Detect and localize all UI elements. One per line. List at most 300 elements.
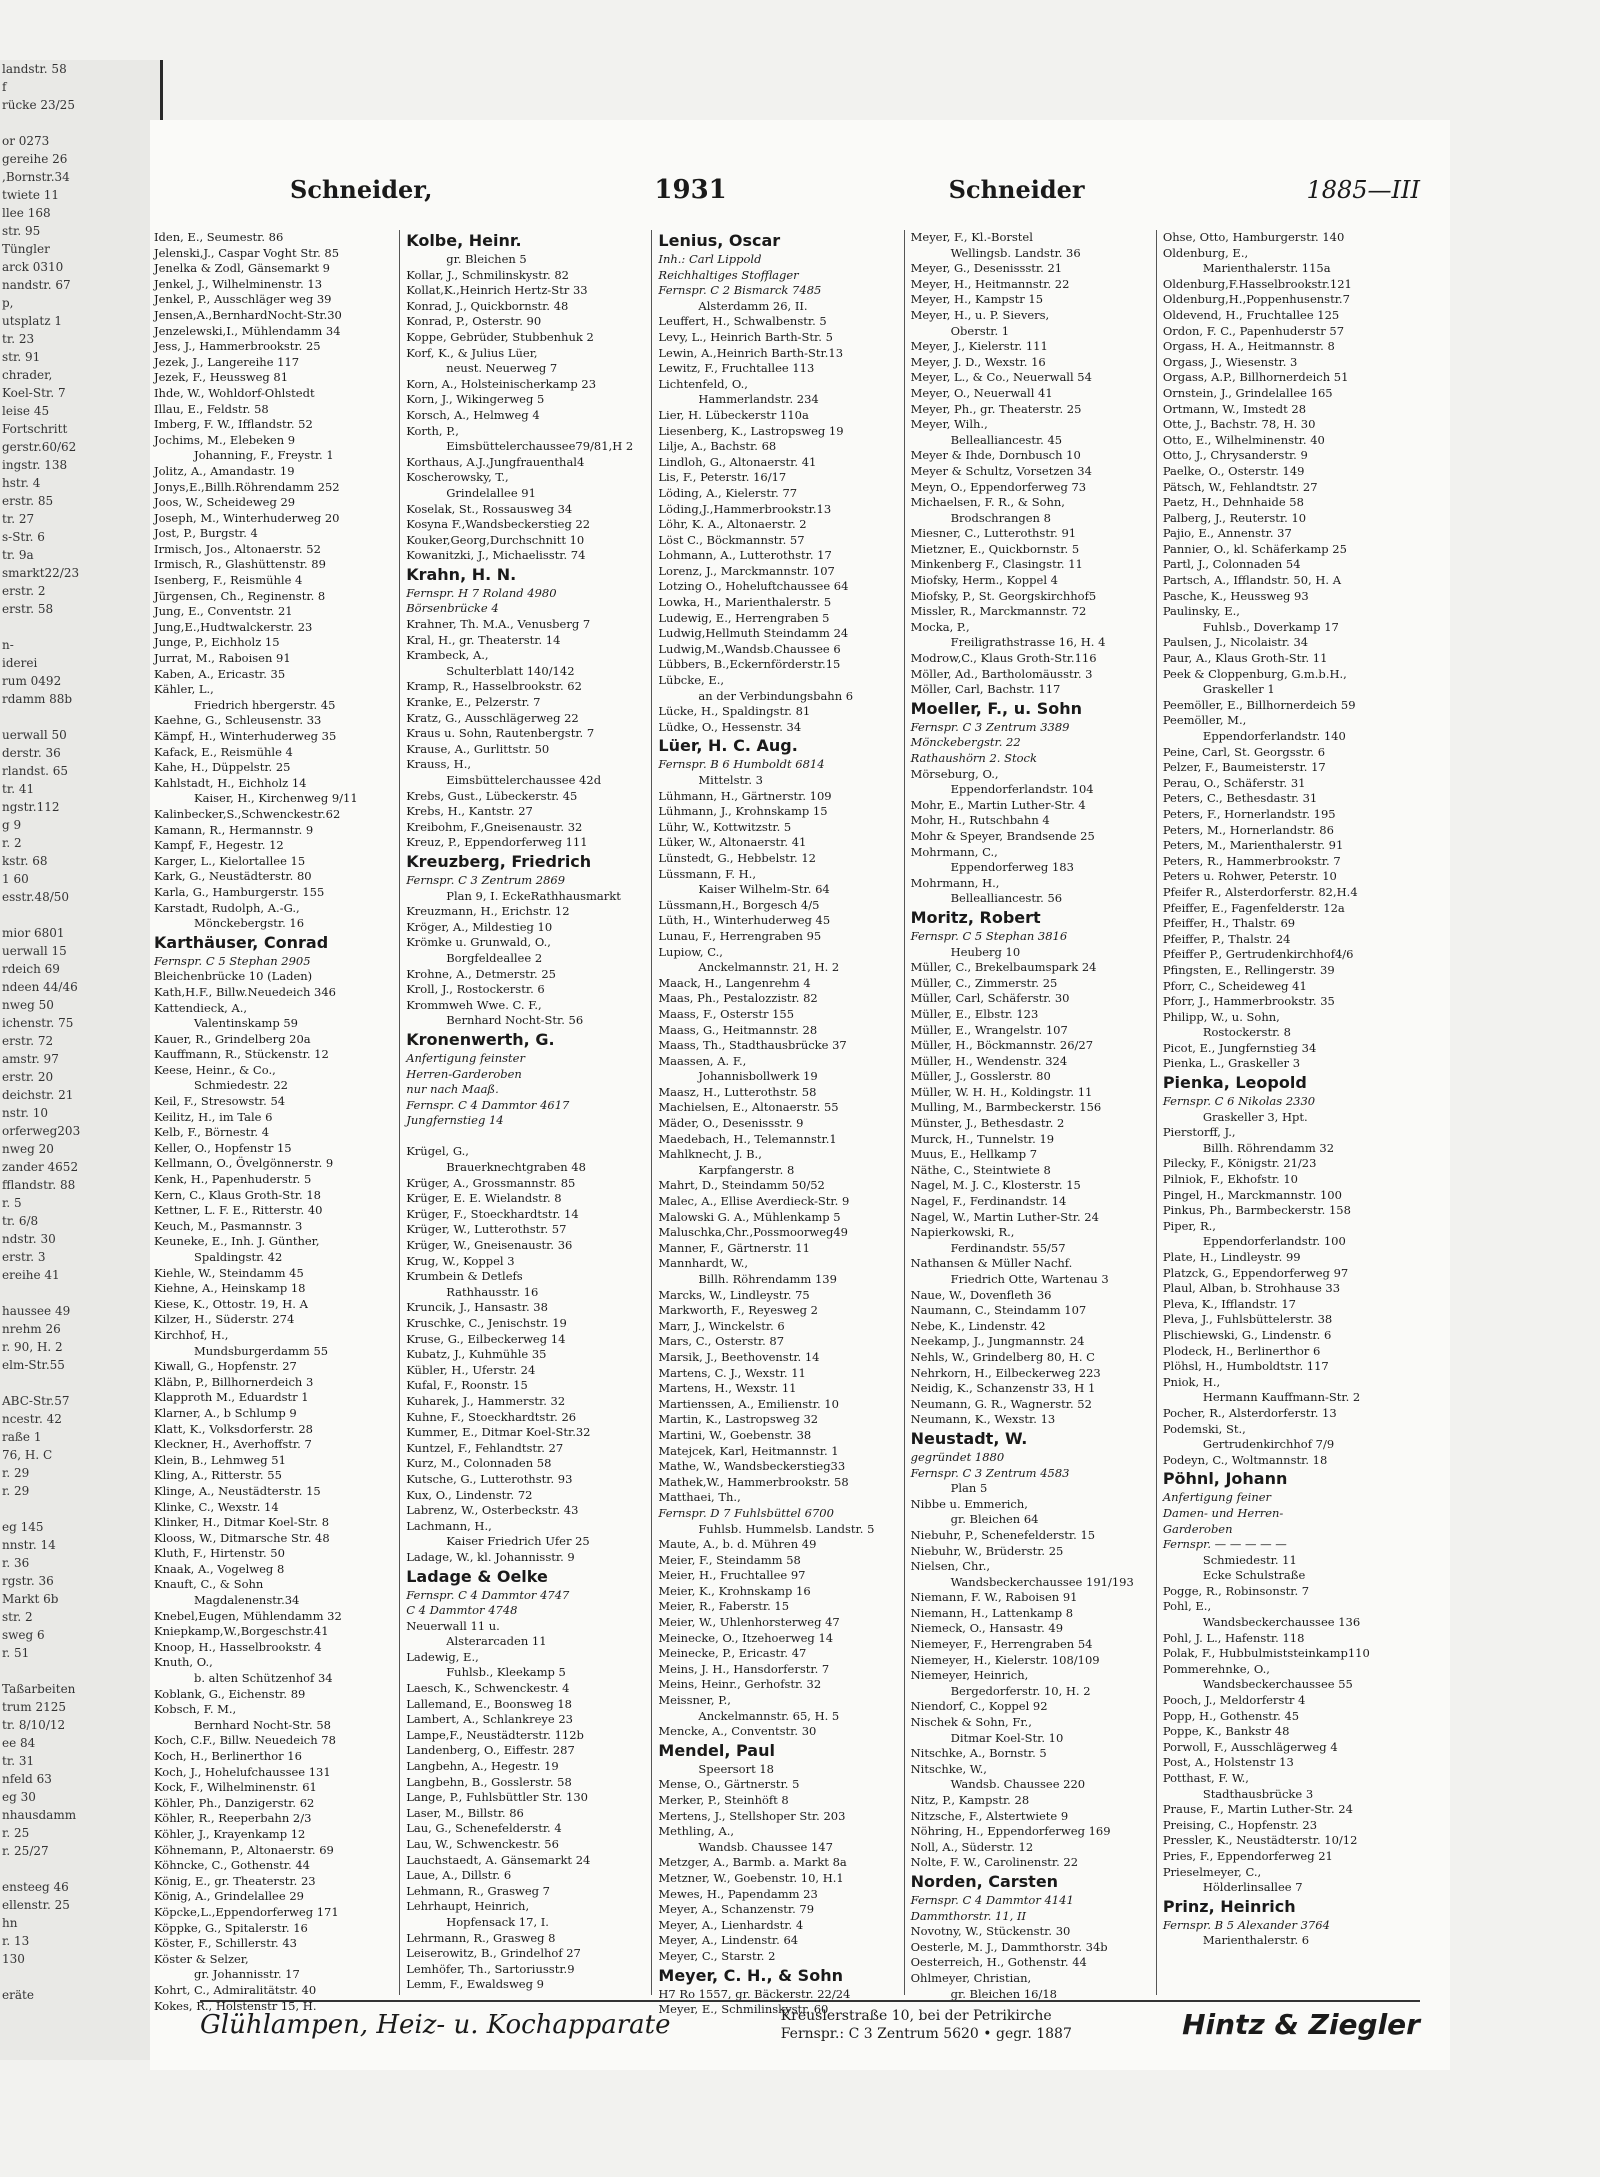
directory-entry: Landenberg, O., Eiffestr. 287: [406, 1743, 575, 1758]
directory-entry: Paur, A., Klaus Groth-Str. 11: [1162, 651, 1328, 666]
directory-entry: Nebe, K., Lindenstr. 42: [910, 1318, 1046, 1333]
directory-entry: Metzger, A., Barmb. a. Markt 8a: [658, 1855, 847, 1870]
directory-entry: Mittelstr. 3: [698, 773, 763, 787]
directory-entry: Kläbn, P., Billhornerdeich 3: [154, 1374, 314, 1389]
directory-entry: Pforr, C., Scheideweg 41: [1162, 978, 1307, 993]
directory-entry: Mewes, H., Papendamm 23: [658, 1886, 818, 1901]
directory-entry: Meyer, H., Heitmannstr. 22: [910, 276, 1070, 291]
directory-entry: Peters, M., Marienthalerstr. 91: [1162, 838, 1344, 853]
business-detail: Inh.: Carl Lippold: [658, 252, 762, 266]
directory-entry: Pfeiffer P., Gertrudenkirchhof4/6: [1162, 947, 1354, 962]
directory-entry: Maluschka,Chr.,Possmoorweg49: [658, 1225, 848, 1240]
directory-entry: Jung, E., Conventstr. 21: [154, 604, 293, 619]
directory-entry: gr. Bleichen 64: [950, 1512, 1039, 1527]
directory-entry: Niemeyer, Heinrich,: [910, 1668, 1029, 1683]
directory-entry: Mörseburg, O.,: [910, 766, 999, 781]
directory-entry: Alsterarcaden 11: [446, 1634, 547, 1649]
directory-entry: Mulling, M., Barmbeckerstr. 156: [910, 1100, 1102, 1115]
business-detail: Fernspr. C 3 Zentrum 3389: [910, 719, 1070, 734]
directory-entry: Lachmann, H.,: [406, 1518, 492, 1533]
directory-entry: Kämpf, H., Winterhuderweg 35: [154, 729, 337, 743]
directory-entry: Kleckner, H., Averhoffstr. 7: [154, 1437, 312, 1452]
directory-entry: Meyer, A., Schanzenstr. 79: [658, 1902, 815, 1917]
directory-entry: Lichtenfeld, O.,: [658, 376, 748, 391]
directory-entry: Müller, J., Gosslerstr. 80: [910, 1069, 1051, 1084]
business-heading: Krahn, H. N.: [406, 564, 517, 584]
business-detail: Fernspr. C 4 Dammtor 4747: [406, 1587, 570, 1602]
adjacent-page-line: r. 5: [2, 1196, 22, 1210]
directory-entry: Jenzelewski,I., Mühlendamm 34: [154, 323, 341, 338]
directory-entry: Mahrt, D., Steindamm 50/52: [658, 1178, 825, 1193]
business-detail: Rathaushörn 2. Stock: [910, 751, 1037, 765]
directory-entry: Klinge, A., Neustädterstr. 15: [154, 1483, 321, 1498]
directory-entry: Lampe,F., Neustädterstr. 112b: [406, 1727, 584, 1742]
directory-entry: Lüssmann, F. H.,: [658, 866, 756, 881]
directory-entry: Meyer, A., Lienhardstr. 4: [658, 1917, 804, 1932]
adjacent-page-line: r. 2: [2, 836, 22, 850]
directory-entry: Ornstein, J., Grindelallee 165: [1162, 385, 1333, 400]
directory-entry: Minkenberg F., Clasingstr. 11: [910, 557, 1083, 572]
directory-entry: Kratz, G., Ausschlägerweg 22: [406, 710, 579, 725]
business-detail: gegründet 1880: [910, 1449, 1005, 1464]
directory-entry: Meyer, H., Kampstr 15: [910, 292, 1044, 307]
directory-column-1: [148, 230, 399, 2013]
directory-entry: Jensen,A.,BernhardNocht-Str.30: [154, 307, 342, 322]
directory-entry: Keuch, M., Pasmannstr. 3: [154, 1218, 303, 1233]
page-number: 1885—III: [1306, 176, 1420, 204]
directory-entry: Nöhring, H., Eppendorferweg 169: [910, 1824, 1111, 1839]
business-heading: Karthäuser, Conrad: [154, 932, 329, 952]
directory-entry: Muus, E., Hellkamp 7: [910, 1147, 1038, 1162]
directory-entry: Kauer, R., Grindelberg 20a: [154, 1031, 311, 1046]
adjacent-page-line: esstr.48/50: [2, 890, 70, 904]
directory-entry: Niemeck, O., Hansastr. 49: [910, 1621, 1064, 1636]
directory-entry: Otto, E., Wilhelminenstr. 40: [1162, 432, 1325, 447]
directory-entry: Martienssen, A., Emilienstr. 10: [658, 1396, 839, 1411]
directory-entry: Brodschrangen 8: [950, 510, 1051, 525]
directory-entry: Paulsen, J., Nicolaistr. 34: [1162, 635, 1309, 650]
page-header: [290, 175, 1420, 215]
directory-entry: Krügel, G.,: [406, 1144, 469, 1159]
directory-entry: Noll, A., Süderstr. 12: [910, 1839, 1034, 1854]
adjacent-page-line: ABC-Str.57: [2, 1394, 70, 1408]
directory-entry: Kreuz, P., Eppendorferweg 111: [406, 835, 588, 850]
adjacent-page-line: sweg 6: [2, 1628, 45, 1642]
directory-entry: Missler, R., Marckmannstr. 72: [910, 604, 1087, 619]
directory-entry: Friedrich hbergerstr. 45: [194, 697, 336, 712]
directory-entry: Knoop, H., Hasselbrookstr. 4: [154, 1639, 322, 1654]
directory-entry: Keuneke, E., Inh. J. Günther,: [154, 1234, 320, 1249]
directory-entry: Ecke Schulstraße: [1202, 1568, 1306, 1583]
directory-entry: Johannisbollwerk 19: [698, 1069, 818, 1084]
directory-entry: Pfeiffer, P., Thalstr. 24: [1162, 931, 1291, 946]
directory-entry: Naumann, C., Steindamm 107: [910, 1303, 1087, 1318]
directory-entry: Kramp, R., Hasselbrookstr. 62: [406, 679, 582, 694]
adjacent-page-line: r. 29: [2, 1466, 30, 1480]
directory-entry: Potthast, F. W.,: [1162, 1771, 1249, 1785]
directory-entry: Philipp, W., u. Sohn,: [1162, 1009, 1280, 1024]
directory-entry: Nagel, F., Ferdinandstr. 14: [910, 1194, 1067, 1209]
directory-entry: Müller, E., Elbstr. 123: [910, 1006, 1039, 1021]
directory-entry: Lübcke, E.,: [658, 673, 725, 688]
adjacent-page-line: rgstr. 36: [2, 1574, 54, 1588]
advertisement-footer: [200, 2000, 1420, 2047]
directory-entry: Pleva, K., Ifflandstr. 17: [1162, 1296, 1296, 1311]
directory-entry: Manner, F., Gärtnerstr. 11: [658, 1240, 810, 1255]
directory-entry: Kutsche, G., Lutterothstr. 93: [406, 1471, 573, 1486]
directory-entry: Löhr, K. A., Altonaerstr. 2: [658, 517, 807, 532]
directory-entry: Meissner, P.,: [658, 1693, 731, 1708]
adjacent-page-line: nnstr. 14: [2, 1538, 56, 1552]
directory-entry: Kaben, A., Ericastr. 35: [154, 666, 286, 681]
directory-entry: Porwoll, F., Ausschlägerweg 4: [1162, 1739, 1338, 1754]
adjacent-page-line: raße 1: [2, 1430, 42, 1444]
directory-entry: Lindloh, G., Altonaerstr. 41: [658, 454, 817, 469]
directory-entry: Neuerwall 11 u.: [406, 1618, 500, 1633]
directory-entry: Klein, B., Lehmweg 51: [154, 1452, 286, 1467]
directory-entry: Perau, O., Schäferstr. 31: [1162, 775, 1306, 790]
adjacent-page-line: deichstr. 21: [2, 1088, 74, 1102]
directory-entry: Otte, J., Bachstr. 78, H. 30: [1162, 417, 1316, 432]
directory-entry: Partl, J., Colonnaden 54: [1162, 557, 1301, 572]
directory-entry: Karpfangerstr. 8: [698, 1162, 795, 1177]
directory-entry: Pfeiffer, E., Fagenfelderstr. 12a: [1162, 900, 1345, 915]
directory-entry: Jochims, M., Elebeken 9: [154, 432, 296, 447]
directory-entry: Meier, H., Fruchtallee 97: [658, 1568, 806, 1583]
adjacent-page-line: Tüngler: [2, 242, 50, 256]
directory-entry: Bergedorferstr. 10, H. 2: [950, 1683, 1091, 1698]
adjacent-page-line: eg 145: [2, 1520, 44, 1534]
directory-entry: Meins, J. H., Hansdorferstr. 7: [658, 1661, 830, 1676]
directory-entry: Müller, H., Wendenstr. 324: [910, 1053, 1068, 1068]
directory-entry: Keese, Heinr., & Co.,: [154, 1062, 276, 1077]
directory-entry: Kaiser Friedrich Ufer 25: [446, 1534, 590, 1549]
ad-address: [781, 2007, 1072, 2043]
directory-entry: Koch, C.F., Billw. Neuedeich 78: [154, 1733, 336, 1748]
directory-entry: Ludwig,M.,Wandsb.Chaussee 6: [658, 641, 841, 656]
directory-entry: Pommerehnke, O.,: [1162, 1661, 1270, 1676]
directory-entry: Laue, A., Dillstr. 6: [406, 1868, 512, 1883]
directory-entry: Meyer, G., Desenissstr. 21: [910, 261, 1063, 276]
directory-entry: Plaul, Alban, b. Strohhause 33: [1162, 1281, 1341, 1296]
adjacent-page-line: erstr. 2: [2, 584, 46, 598]
directory-entry: Maute, A., b. d. Mühren 49: [658, 1537, 817, 1552]
adjacent-page-line: nfeld 63: [2, 1772, 52, 1786]
directory-entry: Kufal, F., Roonstr. 15: [406, 1378, 528, 1393]
adjacent-page-line: tr. 8/10/12: [2, 1718, 66, 1732]
adjacent-page-line: uerwall 50: [2, 728, 67, 742]
directory-entry: Kobsch, F. M.,: [154, 1702, 237, 1717]
directory-entry: Podemski, St.,: [1162, 1421, 1246, 1436]
directory-entry: Podeyn, C., Woltmannstr. 18: [1162, 1452, 1328, 1467]
directory-entry: Pelzer, F., Baumeisterstr. 17: [1162, 760, 1326, 775]
business-detail: Dammthorstr. 11, II: [910, 1908, 1027, 1923]
directory-entry: Lüth, H., Winterhuderweg 45: [658, 913, 831, 928]
directory-entry: Meier, W., Uhlenhorsterweg 47: [658, 1615, 840, 1630]
directory-entry: Krüger, E. E. Wielandstr. 8: [406, 1191, 562, 1206]
directory-entry: Pfingsten, E., Rellingerstr. 39: [1162, 962, 1335, 977]
business-heading: Moritz, Robert: [910, 907, 1041, 927]
business-detail: Garderoben: [1162, 1521, 1233, 1536]
adjacent-page-line: str. 2: [2, 1610, 33, 1624]
directory-entry: Kern, C., Klaus Groth-Str. 18: [154, 1187, 321, 1202]
directory-entry: Wandsbeckerchaussee 55: [1202, 1677, 1353, 1692]
directory-entry: Niebuhr, W., Brüderstr. 25: [910, 1543, 1064, 1558]
directory-entry: Köhler, Ph., Danzigerstr. 62: [154, 1795, 315, 1810]
business-detail: Fernspr. C 4 Dammtor 4141: [910, 1892, 1074, 1907]
directory-entry: Paetz, H., Dehnhaide 58: [1162, 495, 1304, 510]
directory-entry: Kenk, H., Papenhuderstr. 5: [154, 1172, 312, 1187]
adjacent-page-line: 1 60: [2, 872, 29, 886]
adjacent-page-line: r. 29: [2, 1484, 30, 1498]
directory-entry: Mohrmann, H.,: [910, 875, 1000, 890]
adjacent-page-line: Taßarbeiten: [2, 1682, 76, 1696]
directory-entry: Wellingsb. Landstr. 36: [950, 245, 1081, 260]
directory-entry: Heuberg 10: [950, 944, 1021, 959]
directory-entry: Murck, H., Tunnelstr. 19: [910, 1131, 1055, 1146]
business-detail: Fernspr. H 7 Roland 4980: [406, 585, 557, 600]
directory-entry: Langbehn, A., Hegestr. 19: [406, 1759, 559, 1774]
directory-entry: Jenkel, J., Wilhelminenstr. 13: [154, 276, 323, 291]
directory-entry: Plischiewski, G., Lindenstr. 6: [1162, 1327, 1332, 1342]
directory-entry: Kral, H., gr. Theaterstr. 14: [406, 632, 561, 647]
directory-entry: Kaiser Wilhelm-Str. 64: [698, 882, 830, 897]
directory-entry: Speersort 18: [698, 1761, 774, 1776]
directory-entry: Kubatz, J., Kuhmühle 35: [406, 1347, 547, 1362]
directory-entry: Hermann Kauffmann-Str. 2: [1202, 1390, 1361, 1405]
directory-entry: Kalinbecker,S.,Schwenckestr.62: [154, 806, 341, 821]
adjacent-page-line: Markt 6b: [2, 1592, 59, 1606]
directory-entry: Klapproth M., Eduardstr 1: [154, 1390, 309, 1405]
directory-entry: Kohrt, C., Admiralitätstr. 40: [154, 1982, 317, 1997]
directory-entry: Otto, J., Chrysanderstr. 9: [1162, 448, 1308, 463]
ad-address-line-2: Fernspr.: C 3 Zentrum 5620 • gegr. 1887: [780, 2025, 1072, 2042]
adjacent-page-line: tr. 9a: [2, 548, 34, 562]
directory-entry: Kahlstadt, H., Eichholz 14: [154, 775, 307, 790]
directory-entry: Prieselmeyer, C.,: [1162, 1864, 1262, 1879]
directory-entry: Oesterreich, H., Gothenstr. 44: [910, 1955, 1087, 1970]
directory-entry: Mietzner, E., Quickbornstr. 5: [910, 541, 1080, 556]
directory-entry: Miofsky, P., St. Georgskirchhof5: [910, 588, 1097, 603]
directory-entry: Lauchstaedt, A. Gänsemarkt 24: [406, 1852, 591, 1867]
directory-entry: Kröger, A., Mildestieg 10: [406, 919, 553, 934]
adjacent-page-line: derstr. 36: [2, 746, 61, 760]
directory-entry: Rostockerstr. 8: [1202, 1025, 1291, 1040]
directory-entry: Lis, F., Peterstr. 16/17: [658, 470, 787, 485]
directory-entry: Lau, W., Schwenckestr. 56: [406, 1837, 559, 1851]
adjacent-page-line: rdeich 69: [2, 962, 60, 976]
directory-entry: Schmiedestr. 22: [194, 1078, 288, 1093]
directory-entry: Köhler, R., Reeperbahn 2/3: [154, 1811, 312, 1826]
business-detail: Damen- und Herren-: [1162, 1505, 1284, 1520]
directory-entry: Mars, C., Osterstr. 87: [658, 1334, 785, 1349]
directory-entry: Peine, Carl, St. Georgsstr. 6: [1162, 744, 1326, 759]
adjacent-page-line: hn: [2, 1916, 18, 1930]
directory-entry: Polak, F., Hubbulmiststeinkamp110: [1162, 1646, 1370, 1661]
directory-entry: Kraus u. Sohn, Rautenbergstr. 7: [406, 726, 595, 741]
business-detail: Anfertigung feiner: [1162, 1490, 1272, 1505]
adjacent-page-line: [0, 708, 160, 726]
directory-entry: Pinkus, Ph., Barmbeckerstr. 158: [1162, 1203, 1351, 1218]
directory-entry: Napierkowski, R.,: [910, 1225, 1015, 1240]
adjacent-page-line: orferweg203: [2, 1124, 81, 1138]
adjacent-page-line: str. 91: [2, 350, 41, 364]
directory-entry: Lau, G., Schenefelderstr. 4: [406, 1821, 562, 1836]
directory-entry: Ferdinandstr. 55/57: [950, 1240, 1066, 1255]
directory-entry: Pfeifer R., Alsterdorferstr. 82,H.4: [1162, 884, 1358, 899]
adjacent-page-edge: [0, 60, 163, 2060]
business-heading: Norden, Carsten: [910, 1871, 1059, 1891]
directory-entry: Pforr, J., Hammerbrookstr. 35: [1162, 994, 1335, 1009]
adjacent-page-line: nweg 50: [2, 998, 54, 1012]
directory-entry: Pätsch, W., Fehlandtstr. 27: [1162, 479, 1318, 494]
directory-entry: Maas, Ph., Pestalozzistr. 82: [658, 991, 818, 1006]
directory-entry: Konrad, J., Quickbornstr. 48: [406, 298, 569, 313]
directory-entry: Valentinskamp 59: [194, 1016, 298, 1031]
directory-entry: Kübler, H., Uferstr. 24: [406, 1362, 536, 1377]
directory-entry: Lemhöfer, Th., Sartoriusstr.9: [406, 1961, 575, 1976]
directory-entry: Preising, C., Hopfenstr. 23: [1162, 1817, 1318, 1832]
adjacent-page-line: erstr. 85: [2, 494, 54, 508]
adjacent-page-line: [0, 1374, 160, 1392]
directory-entry: Lotzing O., Hoheluftchaussee 64: [658, 579, 849, 594]
business-detail: Fernspr. C 3 Zentrum 2869: [406, 872, 566, 887]
adjacent-page-line: [0, 1284, 160, 1302]
ad-products: Glühlampen, Heiz- u. Kochapparate: [200, 2009, 671, 2040]
directory-entry: Peters, C., Bethesdastr. 31: [1162, 791, 1318, 806]
adjacent-page-line: r. 13: [2, 1934, 30, 1948]
adjacent-page-line: fflandstr. 88: [2, 1178, 76, 1192]
directory-entry: Peters u. Rohwer, Peterstr. 10: [1162, 869, 1337, 884]
directory-column-4: [904, 230, 1156, 2001]
directory-entry: Ludwig,Hellmuth Steindamm 24: [658, 626, 849, 641]
directory-entry: Kahe, H., Düppelstr. 25: [154, 760, 291, 775]
directory-entry: Meyer, J., Kielerstr. 111: [910, 339, 1048, 354]
directory-entry: Oldenburg,F.Hasselbrookstr.121: [1162, 276, 1352, 291]
directory-entry: Meyer, Ph., gr. Theaterstr. 25: [910, 401, 1082, 416]
directory-entry: Imberg, F. W., Ifflandstr. 52: [154, 417, 313, 432]
business-heading: Kronenwerth, G.: [406, 1029, 555, 1049]
directory-entry: Kosyna F.,Wandsbeckerstieg 22: [406, 517, 591, 532]
directory-entry: Peemöller, M.,: [1162, 713, 1247, 728]
directory-entry: Levy, L., Heinrich Barth-Str. 5: [658, 329, 833, 344]
directory-entry: Post, A., Holstenstr 13: [1162, 1755, 1294, 1770]
header-left-name: Schneider,: [290, 175, 433, 204]
directory-entry: Niebuhr, P., Schenefelderstr. 15: [910, 1527, 1096, 1542]
adjacent-page-line: amstr. 97: [2, 1052, 59, 1066]
adjacent-page-line: erstr. 3: [2, 1250, 46, 1264]
directory-entry: Paelke, O., Osterstr. 149: [1162, 463, 1305, 478]
directory-entry: Klatt, K., Volksdorferstr. 28: [154, 1421, 314, 1436]
directory-entry: Rathhausstr. 16: [446, 1284, 539, 1299]
directory-entry: Marsik, J., Beethovenstr. 14: [658, 1349, 820, 1364]
adjacent-page-line: nrehm 26: [2, 1322, 61, 1336]
directory-entry: Billh. Röhrendamm 139: [698, 1272, 837, 1286]
directory-entry: Spaldingstr. 42: [194, 1250, 283, 1264]
directory-entry: Korn, A., Holsteinischerkamp 23: [406, 376, 597, 391]
directory-entry: Niemeyer, F., Herrengraben 54: [910, 1637, 1093, 1652]
directory-entry: Methling, A.,: [658, 1824, 735, 1839]
directory-entry: Klooss, W., Ditmarsche Str. 48: [154, 1530, 330, 1545]
directory-entry: Köhncke, C., Gothenstr. 44: [154, 1858, 310, 1873]
directory-entry: Näthe, C., Steintwiete 8: [910, 1162, 1051, 1177]
adjacent-page-line: ncestr. 42: [2, 1412, 62, 1426]
directory-entry: Köster & Selzer,: [154, 1951, 249, 1966]
directory-column-2: [399, 230, 651, 1995]
directory-entry: Kaiser, H., Kirchenweg 9/11: [194, 791, 358, 806]
adjacent-page-line: rdamm 88b: [2, 692, 73, 706]
directory-entry: Korthaus, A.J.,Jungfrauenthal4: [406, 454, 585, 469]
directory-entry: Ihde, W., Wohldorf-Ohlstedt: [154, 385, 315, 400]
directory-entry: Eimsbüttelerchaussee79/81,H 2: [446, 439, 634, 454]
directory-entry: Martini, W., Goebenstr. 38: [658, 1427, 812, 1442]
directory-entry: Lehrmann, R., Grasweg 8: [406, 1930, 556, 1945]
directory-entry: Liesenberg, K., Lastropsweg 19: [658, 423, 844, 438]
directory-entry: Oesterle, M. J., Dammthorstr. 34b: [910, 1939, 1108, 1954]
directory-entry: an der Verbindungsbahn 6: [698, 688, 854, 703]
directory-entry: Poppe, K., Bankstr 48: [1162, 1724, 1290, 1739]
directory-entry: Bellealliancestr. 45: [950, 432, 1063, 447]
directory-entry: Markworth, F., Reyesweg 2: [658, 1303, 818, 1318]
directory-entry: Maasz, H., Lutterothstr. 58: [658, 1084, 817, 1099]
directory-column-5: [1156, 230, 1408, 1995]
directory-entry: Korn, J., Wikingerweg 5: [406, 392, 545, 407]
adjacent-page-line: tr. 27: [2, 512, 35, 526]
directory-entry: Fuhlsb., Kleekamp 5: [446, 1665, 566, 1680]
adjacent-page-line: eräte: [2, 1988, 34, 2002]
directory-entry: Wandsb. Chaussee 220: [950, 1777, 1086, 1792]
directory-entry: Krug, W., Koppel 3: [406, 1253, 515, 1268]
directory-entry: Pfeiffer, H., Thalstr. 69: [1162, 916, 1296, 931]
directory-entry: Mohr, H., Rutschbahn 4: [910, 813, 1050, 828]
directory-entry: Oldenburg, E.,: [1162, 245, 1249, 260]
directory-entry: Lewin, A.,Heinrich Barth-Str.13: [658, 345, 844, 360]
adjacent-page-line: [0, 1860, 160, 1878]
directory-entry: Lüssmann,H., Borgesch 4/5: [658, 897, 820, 912]
directory-entry: Müller, E., Wrangelstr. 107: [910, 1022, 1068, 1037]
directory-entry: Nibbe u. Emmerich,: [910, 1496, 1028, 1511]
directory-entry: Pilniok, F., Ekhofstr. 10: [1162, 1172, 1298, 1187]
directory-entry: Lücke, H., Spaldingstr. 81: [658, 704, 811, 719]
adjacent-page-line: ,Bornstr.34: [2, 170, 70, 184]
adjacent-page-line: tr. 6/8: [2, 1214, 39, 1228]
directory-entry: Schulterblatt 140/142: [446, 663, 575, 678]
directory-entry: Eppendorferweg 183: [950, 860, 1074, 875]
directory-entry: Naue, W., Dovenfleth 36: [910, 1287, 1052, 1302]
directory-entry: Koselak, St., Rossausweg 34: [406, 501, 573, 516]
directory-entry: Münster, J., Bethesdastr. 2: [910, 1116, 1065, 1131]
directory-entry: Graskeller 3, Hpt.: [1202, 1109, 1308, 1124]
adjacent-page-line: rum 0492: [2, 674, 62, 688]
directory-entry: Kuntzel, F., Fehlandtstr. 27: [406, 1440, 564, 1455]
adjacent-page-line: ndeen 44/46: [2, 980, 78, 994]
directory-entry: Nielsen, Chr.,: [910, 1559, 991, 1574]
adjacent-page-line: [0, 114, 160, 132]
directory-entry: b. alten Schützenhof 34: [194, 1671, 333, 1686]
directory-entry: Mohr & Speyer, Brandsende 25: [910, 828, 1095, 843]
header-right-name: Schneider: [948, 175, 1085, 204]
directory-entry: Labrenz, W., Osterbeckstr. 43: [406, 1503, 579, 1518]
directory-entry: Kauffmann, R., Stückenstr. 12: [154, 1047, 329, 1062]
directory-entry: Isenberg, F., Reismühle 4: [154, 573, 303, 588]
adjacent-page-line: Koel-Str. 7: [2, 386, 66, 400]
business-heading: Lenius, Oscar: [658, 231, 781, 250]
business-detail: Jungfernstieg 14: [406, 1113, 504, 1128]
directory-column-3: [651, 230, 903, 2017]
directory-entry: Popp, H., Gothenstr. 45: [1162, 1708, 1300, 1723]
directory-entry: Kummer, E., Ditmar Koel-Str.32: [406, 1425, 591, 1440]
directory-entry: Kiese, K., Ottostr. 19, H. A: [154, 1296, 308, 1311]
